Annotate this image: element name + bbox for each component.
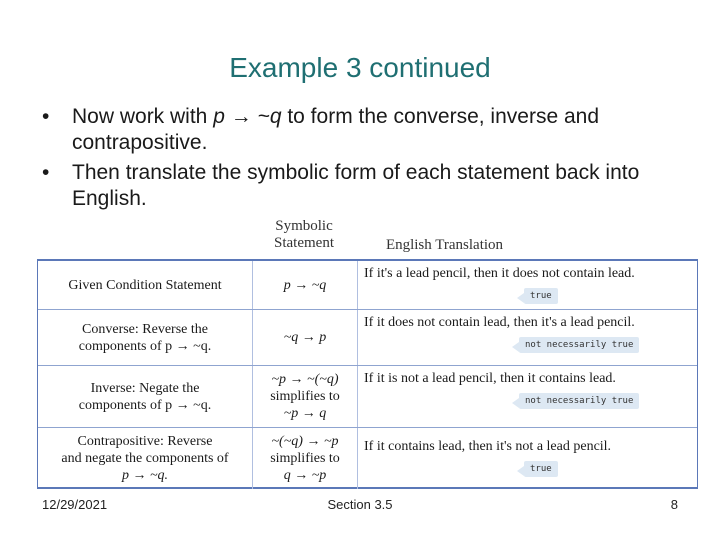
header-line: Statement (274, 235, 334, 251)
condition-cell (38, 310, 253, 365)
truth-tag: not necessarily true (519, 393, 639, 409)
english-text: If it is not a lead pencil, then it contains lead. (364, 371, 616, 386)
cell-line: components of p → ~q. (78, 338, 212, 354)
header-line: Symbolic (275, 218, 333, 234)
cell-line: ~p → ~(~q) (271, 372, 339, 387)
english-cell (358, 428, 697, 489)
bullet-math: p → ~q (213, 105, 282, 128)
english-text: If it contains lead, then it's not a lead pencil. (364, 439, 612, 454)
statement-table (37, 259, 698, 489)
truth-tag: true (524, 288, 558, 304)
bullet-item (42, 104, 692, 156)
symbolic-cell (253, 261, 358, 309)
english-column-header: English Translation (385, 237, 504, 253)
english-cell (358, 310, 697, 365)
bullet-dot: • (42, 161, 50, 184)
symbolic-cell (253, 366, 358, 427)
truth-tag: not necessarily true (519, 337, 639, 353)
cell-line: ~(~q) → ~p (271, 434, 339, 449)
bullet-text-pre: Now work with (72, 105, 214, 128)
english-text: If it's a lead pencil, then it does not contain lead. (364, 266, 635, 281)
condition-cell (38, 428, 253, 489)
bullet-item (42, 160, 692, 212)
table-row (38, 427, 697, 489)
cell-line: Inverse: Negate the (90, 380, 200, 396)
symbolic-column-header (262, 218, 346, 252)
cell-line: Given Condition Statement (68, 277, 222, 293)
truth-tag: true (524, 461, 558, 477)
bullet-dot: • (42, 105, 50, 128)
symbolic-cell (253, 428, 358, 489)
symbolic-cell (253, 310, 358, 365)
footer-section: Section 3.5 (327, 497, 393, 512)
condition-cell (38, 366, 253, 427)
cell-line: q → ~p (283, 468, 327, 483)
table-row (38, 365, 697, 427)
footer-date: 12/29/2021 (42, 497, 108, 512)
table-row (38, 261, 697, 309)
cell-line: Contrapositive: Reverse (77, 434, 213, 449)
cell-line: simplifies to (270, 451, 340, 466)
cell-line: simplifies to (270, 389, 340, 404)
cell-line: p → ~q. (121, 468, 169, 483)
cell-line: and negate the components of (61, 451, 229, 466)
bullet-text-post: to form the converse, inverse and contrapositive. (72, 105, 599, 154)
cell-line: components of p → ~q. (78, 397, 212, 413)
english-text: If it does not contain lead, then it's a lead pencil. (364, 315, 635, 330)
bullet-list (42, 104, 692, 216)
footer-page-number: 8 (670, 497, 678, 512)
slide-title: Example 3 continued (229, 52, 491, 83)
english-cell (358, 261, 697, 309)
cell-line: Converse: Reverse the (82, 321, 208, 337)
condition-cell (38, 261, 253, 309)
table-row (38, 309, 697, 365)
bullet-text: Then translate the symbolic form of each statement back into English. (72, 161, 640, 210)
cell-line: p → ~q (283, 277, 327, 293)
english-cell (358, 366, 697, 427)
cell-line: ~p → q (283, 406, 327, 421)
cell-line: ~q → p (283, 330, 327, 345)
